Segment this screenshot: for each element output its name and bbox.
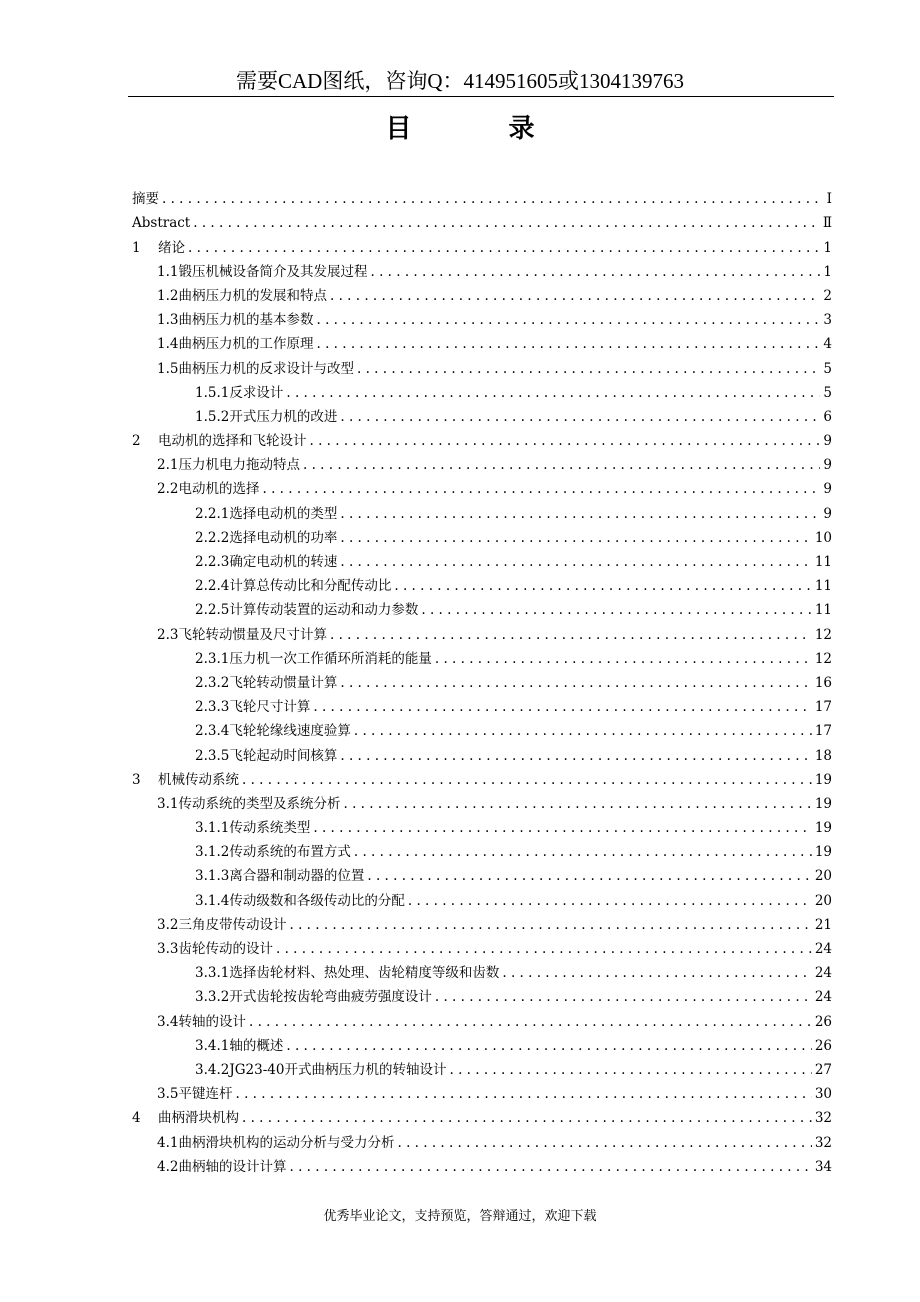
toc-entry-label xyxy=(157,917,286,934)
toc-entry-page-number: 34 xyxy=(814,1158,832,1175)
toc-entry-text: 摘要 xyxy=(132,191,159,208)
toc-entry-number: 2.3.2 xyxy=(195,674,230,691)
toc-entry-page-number: 32 xyxy=(814,1134,832,1151)
toc-entry[interactable] xyxy=(132,595,832,619)
toc-entry-page-number: 10 xyxy=(814,529,832,546)
toc-entry[interactable] xyxy=(132,934,832,958)
toc-entry-number: 2.3.4 xyxy=(195,723,230,740)
toc-entry-number: 2.3.5 xyxy=(195,747,230,764)
toc-entry-number: 2.2.2 xyxy=(195,529,230,546)
toc-title: 目 录 xyxy=(385,114,579,144)
toc-entry-page-number: 17 xyxy=(814,723,832,740)
toc-entry-page-number: 11 xyxy=(814,578,832,595)
toc-entry[interactable] xyxy=(132,329,832,353)
toc-entry-page-number: 1 xyxy=(823,239,832,256)
toc-entry-number: 2.2.5 xyxy=(195,602,230,619)
toc-entry-text: 飞轮转动惯量计算 xyxy=(229,674,338,691)
toc-entry-label xyxy=(157,796,340,813)
toc-entry-number: 3.1.4 xyxy=(195,892,230,909)
dot-leader xyxy=(286,385,820,402)
dot-leader xyxy=(188,240,820,257)
toc-entry-page-number: 18 xyxy=(814,747,832,764)
toc-entry-page-number: 6 xyxy=(823,408,832,425)
toc-entry[interactable] xyxy=(132,813,832,837)
toc-entry-text: 计算传动装置的运动和动力参数 xyxy=(229,602,419,619)
toc-entry[interactable] xyxy=(132,523,832,547)
toc-entry-page-number: 9 xyxy=(823,457,832,474)
dot-leader xyxy=(242,1110,812,1127)
toc-entry-page-number: 12 xyxy=(814,626,832,643)
toc-entry-page-number: 27 xyxy=(814,1061,832,1078)
dot-leader xyxy=(354,723,812,740)
toc-entry-text: 反求设计 xyxy=(229,384,284,401)
toc-entry-number: 4.1 xyxy=(157,1134,179,1151)
dot-leader xyxy=(249,1014,812,1031)
dot-leader xyxy=(162,191,821,208)
toc-entry-page-number: 24 xyxy=(814,941,832,957)
toc-entry-page-number: 24 xyxy=(814,989,832,1006)
toc-entry-label xyxy=(195,409,337,426)
toc-entry-page-number: 19 xyxy=(814,771,832,788)
toc-entry-text: 飞轮转动惯量及尺寸计算 xyxy=(178,626,327,643)
toc-entry-label xyxy=(195,965,499,982)
dot-leader xyxy=(435,651,812,668)
toc-entry-label xyxy=(195,723,351,740)
toc-entry[interactable] xyxy=(132,668,832,692)
dot-leader xyxy=(313,699,811,716)
toc-entry[interactable] xyxy=(132,740,832,764)
toc-entry-label xyxy=(157,457,300,474)
toc-entry-label xyxy=(132,240,185,257)
toc-entry-text: 电动机的选择和飞轮设计 xyxy=(158,433,307,450)
toc-entry-page-number: 20 xyxy=(814,868,832,885)
toc-entry-label xyxy=(195,675,337,692)
dot-leader xyxy=(193,215,820,232)
toc-entry-page-number: 19 xyxy=(814,820,832,837)
toc-entry-text: 曲柄压力机的工作原理 xyxy=(178,336,314,353)
toc-entry[interactable] xyxy=(132,450,832,474)
toc-entry-page-number: 26 xyxy=(814,1013,832,1030)
dot-leader xyxy=(303,457,820,474)
dot-leader xyxy=(340,675,811,692)
toc-entry[interactable] xyxy=(132,281,832,305)
toc-entry-text: 轴的概述 xyxy=(229,1037,284,1054)
toc-entry[interactable] xyxy=(132,1031,832,1055)
toc-entry-label xyxy=(157,1086,232,1103)
toc-entry-label xyxy=(157,264,367,281)
toc-entry-label xyxy=(195,530,337,547)
toc-entry-label xyxy=(157,1159,286,1176)
toc-entry-number: 2 xyxy=(132,433,141,450)
toc-entry-number: 1.5.1 xyxy=(195,384,230,401)
dot-leader xyxy=(289,1159,811,1176)
toc-entry-page-number: 17 xyxy=(814,699,832,716)
toc-entry[interactable] xyxy=(132,861,832,885)
toc-entry-label xyxy=(157,481,259,498)
toc-entry[interactable] xyxy=(132,1103,832,1127)
toc-entry-number: 3.2 xyxy=(157,916,179,933)
toc-entry-number: 2.2.1 xyxy=(195,505,230,522)
toc-entry-text: 离合器和制动器的位置 xyxy=(229,868,365,885)
dot-leader xyxy=(502,965,811,982)
toc-entry[interactable] xyxy=(132,208,832,232)
toc-entry-page-number: 12 xyxy=(814,650,832,667)
toc-entry-label xyxy=(195,506,337,523)
toc-entry-text: 选择齿轮材料、热处理、齿轮精度等级和齿数 xyxy=(229,965,500,982)
toc-entry-page-number: 20 xyxy=(814,892,832,909)
toc-entry-label xyxy=(195,602,418,619)
dot-leader xyxy=(340,409,820,426)
toc-entry-number: 1.3 xyxy=(157,312,179,329)
dot-leader xyxy=(357,361,820,378)
dot-leader xyxy=(340,530,811,547)
toc-entry-number: 2.3.1 xyxy=(195,650,230,667)
toc-entry[interactable] xyxy=(132,765,832,789)
toc-entry[interactable] xyxy=(132,789,832,813)
toc-entry-page-number: 19 xyxy=(814,795,832,812)
toc-entry-text: 飞轮起动时间核算 xyxy=(229,747,338,764)
toc-entry-text: 曲柄压力机的发展和特点 xyxy=(178,287,327,304)
toc-entry-number: 3.1.2 xyxy=(195,844,230,861)
toc-entry-text: 锻压机械设备简介及其发展过程 xyxy=(178,263,368,280)
toc-entry-number: 3.4.2 xyxy=(195,1061,230,1078)
toc-entry-page-number: Ⅱ xyxy=(822,215,832,232)
toc-entry-text: Abstract xyxy=(132,215,191,232)
toc-entry-number: 3.3.1 xyxy=(195,965,230,982)
toc-entry-number: 3.3.2 xyxy=(195,989,230,1006)
toc-entry[interactable] xyxy=(132,402,832,426)
toc-entry[interactable] xyxy=(132,571,832,595)
toc-entry-text: 开式压力机的改进 xyxy=(229,408,338,425)
toc-entry-number: 3.4.1 xyxy=(195,1037,230,1054)
dot-leader xyxy=(276,941,812,958)
toc-entry-text: 转轴的设计 xyxy=(178,1013,246,1030)
toc-entry-text: 电动机的选择 xyxy=(178,481,260,498)
toc-entry-label xyxy=(195,844,351,861)
toc-entry-number: 1.4 xyxy=(157,336,179,353)
toc-entry[interactable] xyxy=(132,910,832,934)
dot-leader xyxy=(354,844,812,861)
toc-entry-page-number: 5 xyxy=(823,360,832,377)
toc-entry-text: 传动系统类型 xyxy=(229,820,311,837)
toc-entry-text: 飞轮轮缘线速度验算 xyxy=(229,723,351,740)
toc-entry[interactable] xyxy=(132,716,832,740)
toc-entry-page-number: 24 xyxy=(814,965,832,982)
toc-entry-text: 三角皮带传动设计 xyxy=(178,916,287,933)
toc-entry-text: 选择电动机的类型 xyxy=(229,505,338,522)
toc-entry[interactable] xyxy=(132,1079,832,1103)
toc-entry-label xyxy=(132,772,239,789)
toc-entry-page-number: 26 xyxy=(814,1037,832,1054)
toc-entry-text: 曲柄压力机的反求设计与改型 xyxy=(178,360,354,377)
toc-entry-label xyxy=(195,1062,446,1079)
toc-entry-page-number: 30 xyxy=(814,1086,832,1103)
toc-entry-number: 4.2 xyxy=(157,1158,179,1175)
toc-entry-text: 飞轮尺寸计算 xyxy=(229,699,311,716)
toc-entry-label xyxy=(195,868,364,885)
toc-entry[interactable] xyxy=(132,184,832,208)
toc-entry-page-number: 5 xyxy=(823,384,832,401)
toc-entry-label xyxy=(157,941,273,958)
toc-entry[interactable] xyxy=(132,547,832,571)
toc-entry[interactable] xyxy=(132,305,832,329)
toc-entry-page-number: 4 xyxy=(823,336,832,353)
toc-entry-label xyxy=(195,893,405,910)
toc-entry[interactable] xyxy=(132,958,832,982)
toc-entry-text: 平键连杆 xyxy=(178,1086,233,1103)
dot-leader xyxy=(316,336,820,353)
toc-entry[interactable] xyxy=(132,982,832,1006)
dot-leader xyxy=(340,748,811,765)
dot-leader xyxy=(286,1038,811,1055)
dot-leader xyxy=(242,772,812,789)
table-of-contents xyxy=(132,184,832,1176)
toc-entry-number: 1 xyxy=(132,239,141,256)
dot-leader xyxy=(289,917,811,934)
toc-entry-page-number: 9 xyxy=(823,481,832,498)
toc-entry-page-number: 19 xyxy=(814,844,832,861)
toc-entry-page-number: 2 xyxy=(823,287,832,304)
toc-entry-text: 曲柄压力机的基本参数 xyxy=(178,312,314,329)
toc-entry-label xyxy=(195,554,337,571)
toc-entry[interactable] xyxy=(132,232,832,256)
toc-entry-label xyxy=(195,578,391,595)
toc-entry[interactable] xyxy=(132,619,832,643)
toc-entry-page-number: Ⅰ xyxy=(826,191,832,208)
toc-entry-number: 3.1 xyxy=(157,795,179,812)
dot-leader xyxy=(367,868,811,885)
toc-entry-number: 3.4 xyxy=(157,1013,179,1030)
toc-entry[interactable] xyxy=(132,257,832,281)
toc-entry-page-number: 16 xyxy=(814,674,832,691)
toc-entry-text: 曲柄滑块机构的运动分析与受力分析 xyxy=(178,1134,395,1151)
toc-entry-text: 压力机电力拖动特点 xyxy=(178,457,300,474)
toc-entry-number: 3.5 xyxy=(157,1086,179,1103)
toc-entry[interactable] xyxy=(132,837,832,861)
toc-entry[interactable] xyxy=(132,1055,832,1079)
toc-entry-text: 传动级数和各级传动比的分配 xyxy=(229,892,405,909)
toc-entry[interactable] xyxy=(132,644,832,668)
toc-entry-page-number: 9 xyxy=(823,505,832,522)
toc-entry-page-number: 11 xyxy=(814,602,832,619)
toc-entry-text: 确定电动机的转速 xyxy=(229,554,338,570)
toc-entry-label xyxy=(132,215,190,232)
toc-entry[interactable] xyxy=(132,378,832,402)
toc-entry-page-number: 11 xyxy=(814,554,832,570)
toc-entry-text: 绪论 xyxy=(158,239,185,256)
dot-leader xyxy=(316,312,820,329)
toc-entry-label xyxy=(157,288,327,305)
toc-entry-label xyxy=(157,1014,246,1031)
dot-leader xyxy=(343,796,811,813)
dot-leader xyxy=(340,554,811,571)
toc-entry-label xyxy=(195,699,310,716)
toc-entry-number: 2.2.3 xyxy=(195,554,230,570)
toc-entry[interactable] xyxy=(132,353,832,377)
toc-entry-text: 开式齿轮按齿轮弯曲疲劳强度设计 xyxy=(229,989,432,1006)
toc-entry-label xyxy=(157,312,313,329)
dot-leader xyxy=(235,1086,811,1103)
toc-entry-label xyxy=(195,1038,283,1055)
toc-entry-page-number: 21 xyxy=(814,916,832,933)
toc-entry-number: 2.3.3 xyxy=(195,699,230,716)
toc-entry-text: 曲柄滑块机构 xyxy=(158,1110,239,1127)
toc-entry-text: 传动系统的布置方式 xyxy=(229,844,351,861)
dot-leader xyxy=(370,264,820,281)
dot-leader xyxy=(397,1135,811,1152)
dot-leader xyxy=(330,288,820,305)
toc-entry-label xyxy=(157,627,327,644)
toc-entry-text: 选择电动机的功率 xyxy=(229,529,338,546)
dot-leader xyxy=(310,433,821,450)
toc-entry[interactable] xyxy=(132,692,832,716)
dot-leader xyxy=(340,506,820,523)
toc-entry-number: 1.1 xyxy=(157,263,179,280)
toc-entry-number: 2.1 xyxy=(157,457,179,474)
toc-entry-label xyxy=(132,433,307,450)
toc-entry-label xyxy=(195,989,432,1006)
toc-entry[interactable] xyxy=(132,498,832,522)
dot-leader xyxy=(435,989,812,1006)
toc-entry[interactable] xyxy=(132,426,832,450)
dot-leader xyxy=(408,893,812,910)
toc-entry-text: 计算总传动比和分配传动比 xyxy=(229,578,392,595)
toc-entry-number: 1.5.2 xyxy=(195,408,230,425)
toc-entry-number: 2.3 xyxy=(157,626,179,643)
toc-entry-label xyxy=(195,651,432,668)
toc-entry-text: 压力机一次工作循环所消耗的能量 xyxy=(229,650,432,667)
dot-leader xyxy=(313,820,811,837)
toc-entry-page-number: 32 xyxy=(814,1110,832,1127)
dot-leader xyxy=(262,481,820,498)
toc-entry-number: 2.2.4 xyxy=(195,578,230,595)
dot-leader xyxy=(421,602,811,619)
dot-leader xyxy=(394,578,811,595)
toc-entry-label xyxy=(157,1135,394,1152)
toc-entry-number: 1.2 xyxy=(157,287,179,304)
toc-entry-text: 曲柄轴的设计计算 xyxy=(178,1158,287,1175)
toc-entry-label xyxy=(132,1110,239,1127)
toc-entry-number: 4 xyxy=(132,1110,141,1127)
toc-entry-number: 3 xyxy=(132,771,141,788)
dot-leader xyxy=(449,1062,811,1079)
toc-entry-number: 1.5 xyxy=(157,360,179,377)
toc-entry-number: 3.3 xyxy=(157,941,179,957)
toc-entry-label xyxy=(157,361,354,378)
toc-entry-text: 齿轮传动的设计 xyxy=(178,941,273,957)
toc-entry-number: 2.2 xyxy=(157,481,179,498)
toc-entry-text: 传动系统的类型及系统分析 xyxy=(178,795,341,812)
toc-entry[interactable] xyxy=(132,885,832,909)
toc-entry-number: 3.1.3 xyxy=(195,868,230,885)
toc-entry-text: 机械传动系统 xyxy=(158,771,239,788)
header-divider xyxy=(128,96,834,97)
toc-entry-label xyxy=(157,336,313,353)
toc-entry-label xyxy=(195,385,283,402)
toc-entry[interactable] xyxy=(132,1152,832,1176)
toc-entry-page-number: 9 xyxy=(823,433,832,450)
toc-entry-label xyxy=(195,820,310,837)
toc-entry-label xyxy=(195,748,337,765)
toc-entry[interactable] xyxy=(132,474,832,498)
page-footer: 优秀毕业论文，支持预览，答辩通过，欢迎下载 xyxy=(323,1209,597,1224)
toc-entry[interactable] xyxy=(132,1127,832,1151)
dot-leader xyxy=(330,627,812,644)
page-header: 需要CAD图纸，咨询Q：414951605或1304139763 xyxy=(235,69,684,93)
toc-entry-page-number: 1 xyxy=(823,263,832,280)
toc-entry-page-number: 3 xyxy=(823,312,832,329)
toc-entry-number: 3.1.1 xyxy=(195,820,230,837)
toc-entry-label xyxy=(132,191,159,208)
toc-entry[interactable] xyxy=(132,1006,832,1030)
toc-entry-text: JG23-40开式曲柄压力机的转轴设计 xyxy=(229,1061,447,1078)
